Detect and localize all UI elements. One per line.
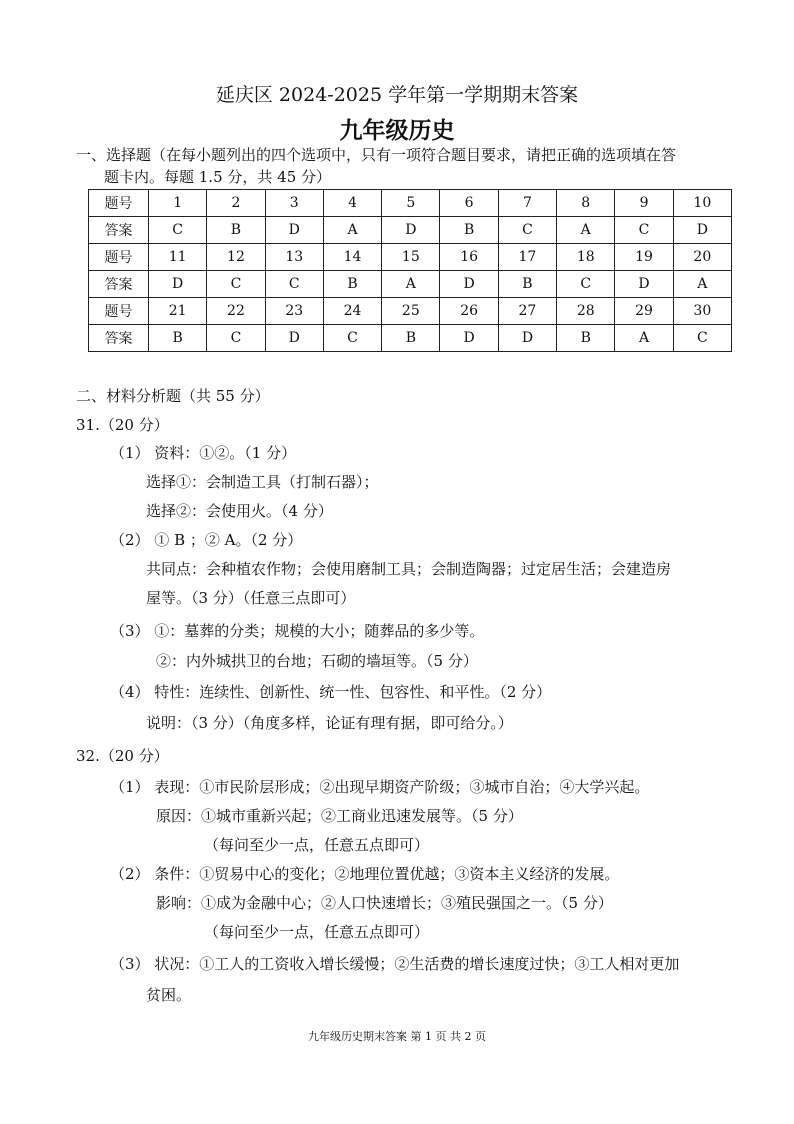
table-row [89, 271, 732, 298]
table-cell: 2 [207, 190, 265, 217]
q32-part1-line2: 原因：①城市重新兴起；②工商业迅速发展等。（5 分） [156, 807, 523, 825]
table-cell: C [265, 271, 323, 298]
table-cell: 1 [149, 190, 207, 217]
table-cell: C [207, 271, 265, 298]
q32-part2: （2） 条件：①贸易中心的变化；②地理位置优越；③资本主义经济的发展。 [110, 865, 620, 883]
table-cell: D [440, 325, 498, 352]
table-cell: A [323, 217, 381, 244]
table-cell: 23 [265, 298, 323, 325]
q31-part4-line2: 说明：（3 分）（角度多样，论证有理有据，即可给分。） [146, 714, 513, 732]
table-cell: C [207, 325, 265, 352]
table-cell: 22 [207, 298, 265, 325]
q31-part3: （3） ①：墓葬的分类；规模的大小；随葬品的多少等。 [110, 622, 485, 640]
q32-part2-line3: （每问至少一点，任意五点即可） [204, 923, 430, 941]
table-cell: B [207, 217, 265, 244]
q32-part3: （3） 状况：①工人的工资收入增长缓慢；②生活费的增长速度过快；③工人相对更加 [110, 955, 680, 973]
table-cell: 17 [498, 244, 556, 271]
table-row [89, 298, 732, 325]
document-subtitle: 九年级历史 [339, 118, 455, 144]
table-cell: 30 [673, 298, 731, 325]
q31-title: 31.（20 分） [76, 416, 169, 434]
table-cell: 11 [149, 244, 207, 271]
table-row [89, 190, 732, 217]
table-cell: 15 [382, 244, 440, 271]
section1-intro: 一、选择题（在每小题列出的四个选项中，只有一项符合题目要求，请把正确的选项填在答 [76, 146, 677, 164]
q31-part3-line2: ②：内外城拱卫的台地；石砌的墙垣等。（5 分） [156, 652, 478, 670]
q31-part2: （2） ① B ；② A。（2 分） [110, 531, 303, 549]
table-cell: A [382, 271, 440, 298]
table-cell: 24 [323, 298, 381, 325]
answer-table [88, 189, 732, 352]
table-row-label: 题号 [89, 190, 149, 217]
table-cell: D [149, 271, 207, 298]
table-row [89, 244, 732, 271]
table-row-label: 题号 [89, 298, 149, 325]
table-cell: 3 [265, 190, 323, 217]
table-cell: 21 [149, 298, 207, 325]
table-cell: D [265, 217, 323, 244]
table-cell: 19 [615, 244, 673, 271]
q31-part4: （4） 特性：连续性、创新性、统一性、包容性、和平性。（2 分） [110, 683, 552, 701]
table-cell: 20 [673, 244, 731, 271]
table-cell: A [673, 271, 731, 298]
table-cell: 9 [615, 190, 673, 217]
table-cell: 27 [498, 298, 556, 325]
table-row [89, 325, 732, 352]
q31-part1: （1） 资料：①②。（1 分） [110, 444, 297, 462]
q31-part1-line2: 选择①：会制造工具（打制石器）； [146, 473, 379, 491]
table-cell: D [265, 325, 323, 352]
table-cell: 12 [207, 244, 265, 271]
table-cell: B [382, 325, 440, 352]
table-cell: D [498, 325, 556, 352]
table-cell: 7 [498, 190, 556, 217]
table-cell: B [149, 325, 207, 352]
table-cell: C [615, 217, 673, 244]
table-cell: 25 [382, 298, 440, 325]
table-cell: 18 [557, 244, 615, 271]
table-cell: C [149, 217, 207, 244]
table-cell: 29 [615, 298, 673, 325]
table-row-label: 答案 [89, 271, 149, 298]
table-cell: 14 [323, 244, 381, 271]
q32-part1-line3: （每问至少一点，任意五点即可） [204, 836, 430, 854]
table-cell: B [440, 217, 498, 244]
table-cell: 4 [323, 190, 381, 217]
table-row [89, 217, 732, 244]
table-cell: D [673, 217, 731, 244]
page-footer: 九年级历史期末答案 第 1 页 共 2 页 [308, 1030, 486, 1043]
table-cell: 13 [265, 244, 323, 271]
table-cell: 8 [557, 190, 615, 217]
table-row-label: 答案 [89, 325, 149, 352]
q32-title: 32.（20 分） [76, 747, 169, 765]
table-cell: C [498, 217, 556, 244]
section1-intro-cont: 题卡内。每题 1.5 分，共 45 分） [104, 168, 332, 186]
table-row-label: 题号 [89, 244, 149, 271]
table-cell: 26 [440, 298, 498, 325]
table-cell: A [557, 217, 615, 244]
q31-part2-line3: 屋等。（3 分）（任意三点即可） [146, 589, 356, 607]
table-cell: 28 [557, 298, 615, 325]
table-cell: C [557, 271, 615, 298]
table-cell: A [615, 325, 673, 352]
table-cell: 5 [382, 190, 440, 217]
table-cell: 16 [440, 244, 498, 271]
table-cell: 10 [673, 190, 731, 217]
table-cell: B [323, 271, 381, 298]
table-cell: B [557, 325, 615, 352]
q31-part1-line3: 选择②：会使用火。（4 分） [146, 502, 333, 520]
table-cell: C [673, 325, 731, 352]
q32-part2-line2: 影响：①成为金融中心；②人口快速增长；③殖民强国之一。（5 分） [156, 894, 613, 912]
q31-part2-line2: 共同点：会种植农作物；会使用磨制工具；会制造陶器；过定居生活；会建造房 [146, 560, 672, 578]
table-cell: B [498, 271, 556, 298]
table-row-label: 答案 [89, 217, 149, 244]
table-cell: 6 [440, 190, 498, 217]
document-title: 延庆区 2024-2025 学年第一学期期末答案 [215, 84, 579, 106]
table-cell: D [615, 271, 673, 298]
q32-part3-line2: 贫困。 [146, 986, 192, 1004]
table-cell: D [440, 271, 498, 298]
q32-part1: （1） 表现：①市民阶层形成；②出现早期资产阶级；③城市自治；④大学兴起。 [110, 778, 650, 796]
table-cell: D [382, 217, 440, 244]
table-cell: C [323, 325, 381, 352]
section2-heading: 二、材料分析题（共 55 分） [76, 387, 270, 405]
